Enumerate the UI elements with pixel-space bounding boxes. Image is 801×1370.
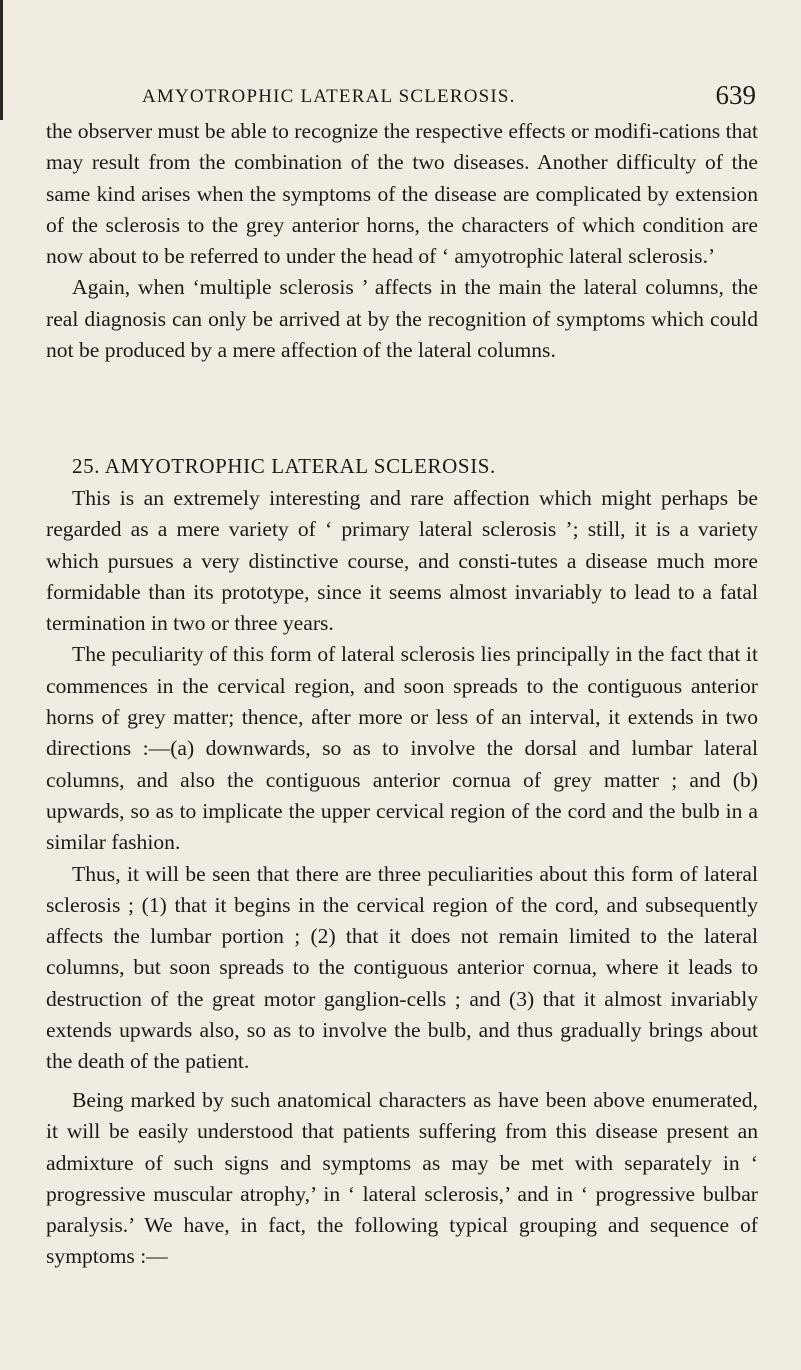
page-number: 639 xyxy=(715,80,756,110)
paragraph-2: Again, when ‘multiple sclerosis ’ affects in the main the lateral columns, the real diagnosis can only be arrived at by the recognition of symptoms which could not be produced by a mere affection of the lateral columns. xyxy=(46,275,758,363)
binding-edge xyxy=(0,0,3,120)
text-block-2 xyxy=(46,483,758,1078)
section-heading: 25. AMYOTROPHIC LATERAL SCLEROSIS. xyxy=(72,454,496,478)
text-block-1 xyxy=(46,116,758,366)
text-block-3 xyxy=(46,1085,758,1273)
running-title: AMYOTROPHIC LATERAL SCLEROSIS. xyxy=(142,86,516,107)
paragraph-6: Being marked by such anatomical characters as have been above enumerated, it will be easily understood that patients suffering from this disease present an admixture of such signs and symptoms as may be met with separately in ‘ progressive muscular atrophy,’ in ‘ lateral sclerosis,’ and in ‘ progressive bulbar paralysis.’ We have, in fact, the following typical grouping and sequence of symptoms :— xyxy=(46,1088,758,1269)
paragraph-5: Thus, it will be seen that there are three peculiarities about this form of lateral sclerosis ; (1) that it begins in the cervical region of the cord, and subsequently affects the lumbar portion ; (2) that it does not remain limited to the lateral columns, but soon spreads to the contiguous anterior cornua, where it leads to destruction of the great motor ganglion-cells ; and (3) that it almost invariably extends upwards also, so as to involve the bulb, and thus gradually brings about the death of the patient. xyxy=(46,861,758,1074)
running-head xyxy=(46,80,758,120)
paragraph-4: The peculiarity of this form of lateral sclerosis lies principally in the fact that it commences in the cervical region, and soon spreads to the contiguous anterior horns of grey matter; thence, after more or less of an interval, it extends in two directions :—(a) downwards, so as to involve the dorsal and lumbar lateral columns, and also the contiguous anterior cornua of grey matter ; and (b) upwards, so as to implicate the upper cervical region of the cord and the bulb in a similar fashion. xyxy=(46,642,758,855)
paragraph-3: This is an extremely interesting and rare affection which might perhaps be regarded as a mere variety of ‘ primary lateral sclerosis ’; still, it is a variety which pursues a very distinctive course, and consti-tutes a disease much more formidable than its prototype, since it seems almost invariably to lead to a fatal termination in two or three years. xyxy=(46,486,758,636)
paragraph-1: the observer must be able to recognize the respective effects or modifi-cations that may result from the combination of the two diseases. Another difficulty of the same kind arises when the symptoms of the disease are complicated by extension of the sclerosis to the grey anterior horns, the characters of which condition are now about to be referred to under the head of ‘ amyotrophic lateral sclerosis.’ xyxy=(46,119,758,269)
